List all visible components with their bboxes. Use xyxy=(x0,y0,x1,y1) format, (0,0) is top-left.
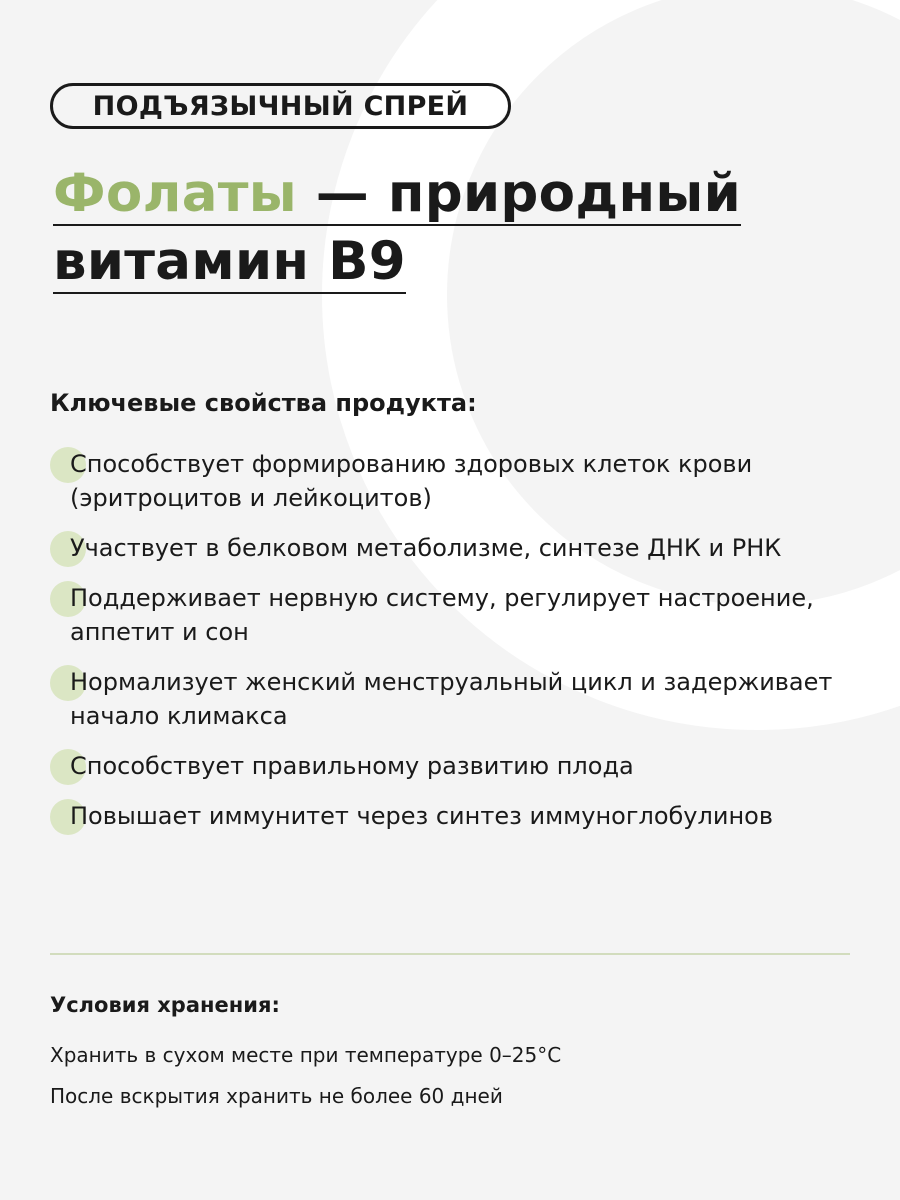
property-item xyxy=(50,581,860,649)
storage-line: Хранить в сухом месте при температуре 0–25°C xyxy=(50,1043,562,1067)
property-text: Нормализует женский менструальный цикл и задерживает начало климакса xyxy=(70,668,833,730)
property-text: Способствует формированию здоровых клеток крови (эритроцитов и лейкоцитов) xyxy=(70,450,753,512)
properties-list xyxy=(50,447,860,849)
property-item xyxy=(50,749,860,783)
property-item xyxy=(50,799,860,833)
storage-heading: Условия хранения: xyxy=(50,993,280,1017)
storage-line: После вскрытия хранить не более 60 дней xyxy=(50,1084,503,1108)
page-title xyxy=(53,160,741,296)
title-rest: — природный xyxy=(297,163,742,224)
title-line-2 xyxy=(53,228,741,296)
property-item xyxy=(50,531,860,565)
property-text: Способствует правильному развитию плода xyxy=(70,752,634,780)
property-item xyxy=(50,447,860,515)
property-item xyxy=(50,665,860,733)
property-text: Повышает иммунитет через синтез иммуноглобулинов xyxy=(70,802,773,830)
product-type-badge: ПОДЪЯЗЫЧНЫЙ СПРЕЙ xyxy=(50,83,511,129)
title-line-1-underline xyxy=(53,163,741,226)
title-line-2-text: витамин B9 xyxy=(53,231,406,292)
title-accent: Фолаты xyxy=(53,163,298,224)
property-text: Участвует в белковом метаболизме, синтезе ДНК и РНК xyxy=(70,534,782,562)
property-text: Поддерживает нервную систему, регулирует настроение, аппетит и сон xyxy=(70,584,814,646)
properties-heading: Ключевые свойства продукта: xyxy=(50,389,477,417)
section-divider xyxy=(50,953,850,955)
title-line-1 xyxy=(53,160,741,228)
